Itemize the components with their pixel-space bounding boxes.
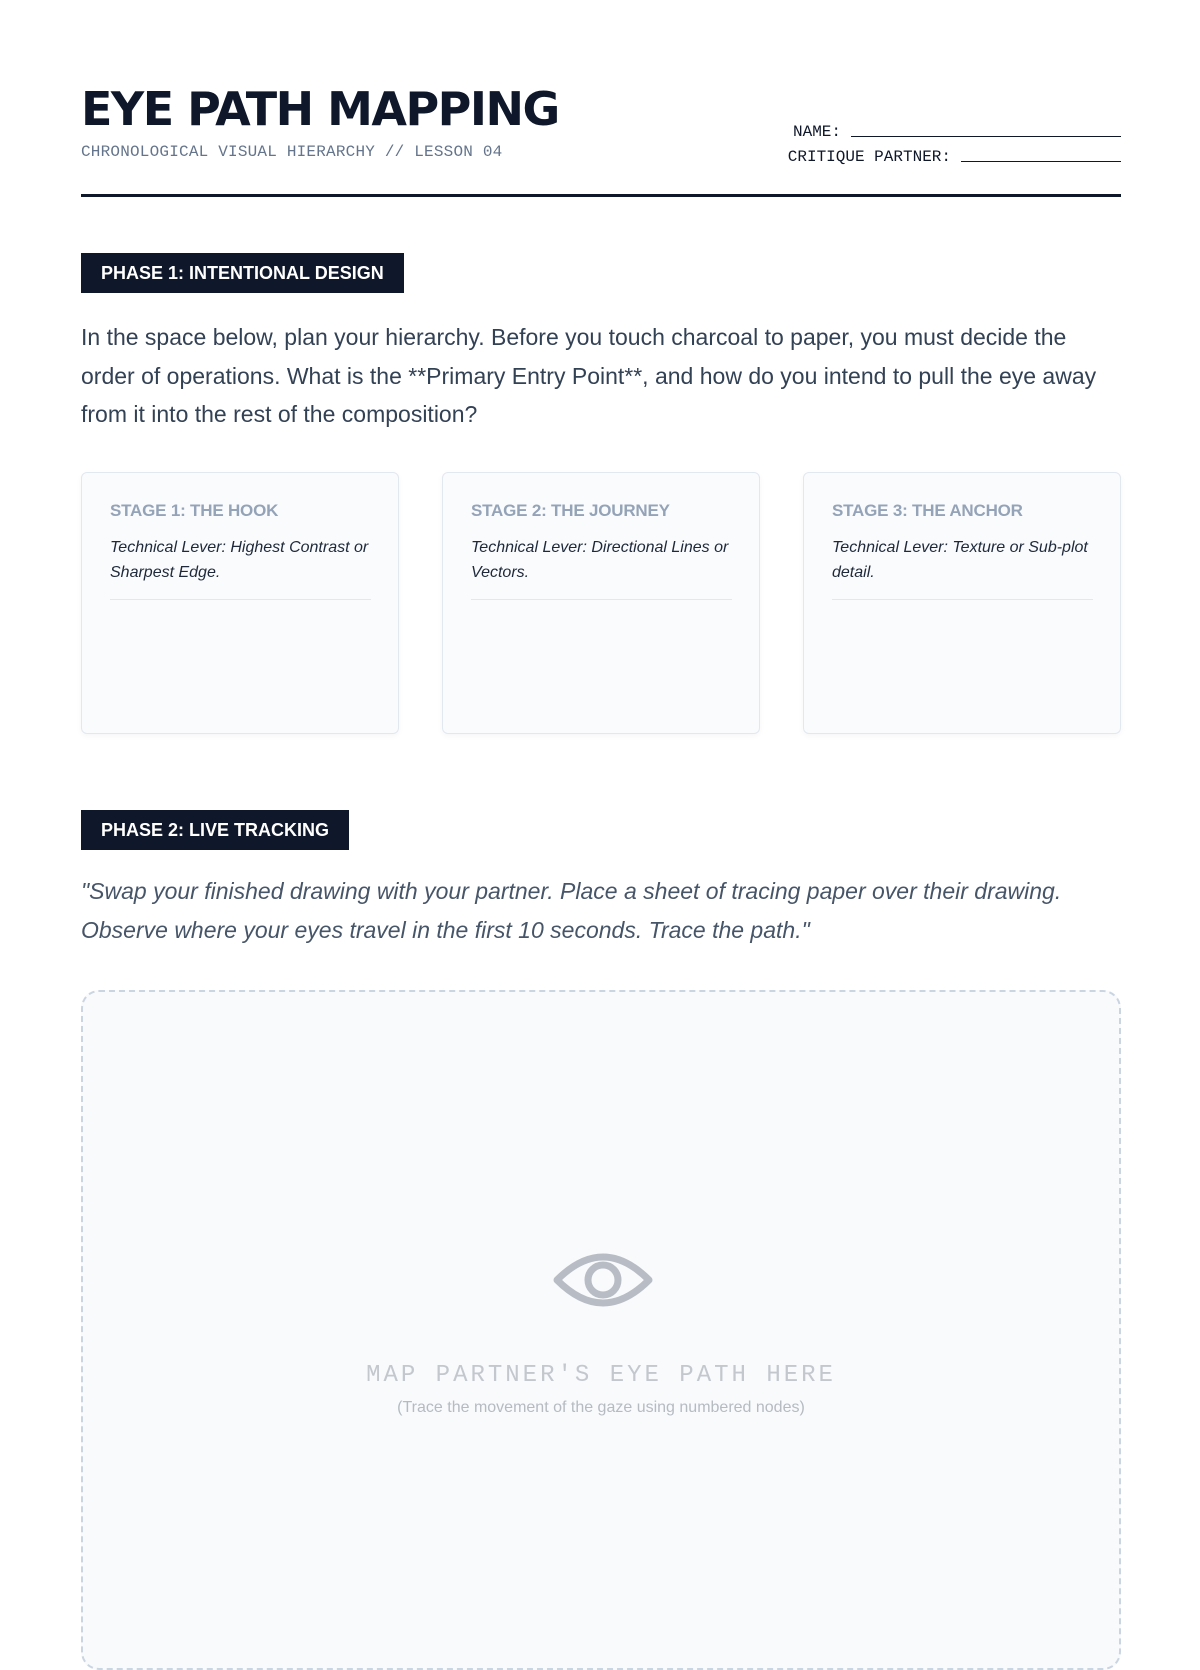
phase1-intro: In the space below, plan your hierarchy. Before you touch charcoal to paper, you must decide the order of operations. What is the **Primary Entry Point**, and how do you intend to pull the eye away from it into the rest of the composition? bbox=[81, 324, 1097, 427]
partner-label: CRITIQUE PARTNER: bbox=[787, 148, 951, 166]
map-label: MAP PARTNER'S EYE PATH HERE bbox=[366, 1362, 836, 1389]
stage-card-hook[interactable] bbox=[81, 472, 399, 734]
map-hint: (Trace the movement of the gaze using numbered nodes) bbox=[397, 1399, 805, 1416]
student-fields bbox=[761, 116, 1121, 166]
partner-field-row bbox=[761, 141, 1121, 166]
phase1-tag: PHASE 1: INTENTIONAL DESIGN bbox=[81, 253, 404, 293]
name-label: NAME: bbox=[792, 123, 841, 141]
stage-cards bbox=[81, 472, 1121, 737]
stage-lever: Technical Lever: Directional Lines or Vectors. bbox=[471, 535, 732, 600]
stage-title: STAGE 2: THE JOURNEY bbox=[471, 501, 670, 520]
name-field[interactable] bbox=[851, 118, 1121, 137]
stage-card-anchor[interactable] bbox=[803, 472, 1121, 734]
eye-path-drawing-area[interactable] bbox=[81, 990, 1121, 1670]
page-subtitle: CHRONOLOGICAL VISUAL HIERARCHY // LESSON 04 bbox=[81, 143, 503, 161]
stage-title: STAGE 3: THE ANCHOR bbox=[832, 501, 1023, 520]
stage-lever: Technical Lever: Highest Contrast or Sharpest Edge. bbox=[110, 535, 371, 600]
stage-title: STAGE 1: THE HOOK bbox=[110, 501, 279, 520]
partner-field[interactable] bbox=[961, 143, 1121, 162]
page-title: EYE PATH MAPPING bbox=[81, 82, 559, 136]
stage-card-journey[interactable] bbox=[442, 472, 760, 734]
eye-icon bbox=[553, 1244, 653, 1316]
worksheet-page bbox=[81, 0, 1121, 1416]
name-field-row bbox=[761, 116, 1121, 141]
stage-lever: Technical Lever: Texture or Sub-plot detail. bbox=[832, 535, 1093, 600]
phase2-tag: PHASE 2: LIVE TRACKING bbox=[81, 810, 349, 850]
phase2-quote: "Swap your finished drawing with your partner. Place a sheet of tracing paper over their drawing. Observe where your eyes travel in the first 10 seconds. Trace the path." bbox=[81, 878, 1062, 943]
worksheet-header bbox=[81, 0, 1121, 197]
